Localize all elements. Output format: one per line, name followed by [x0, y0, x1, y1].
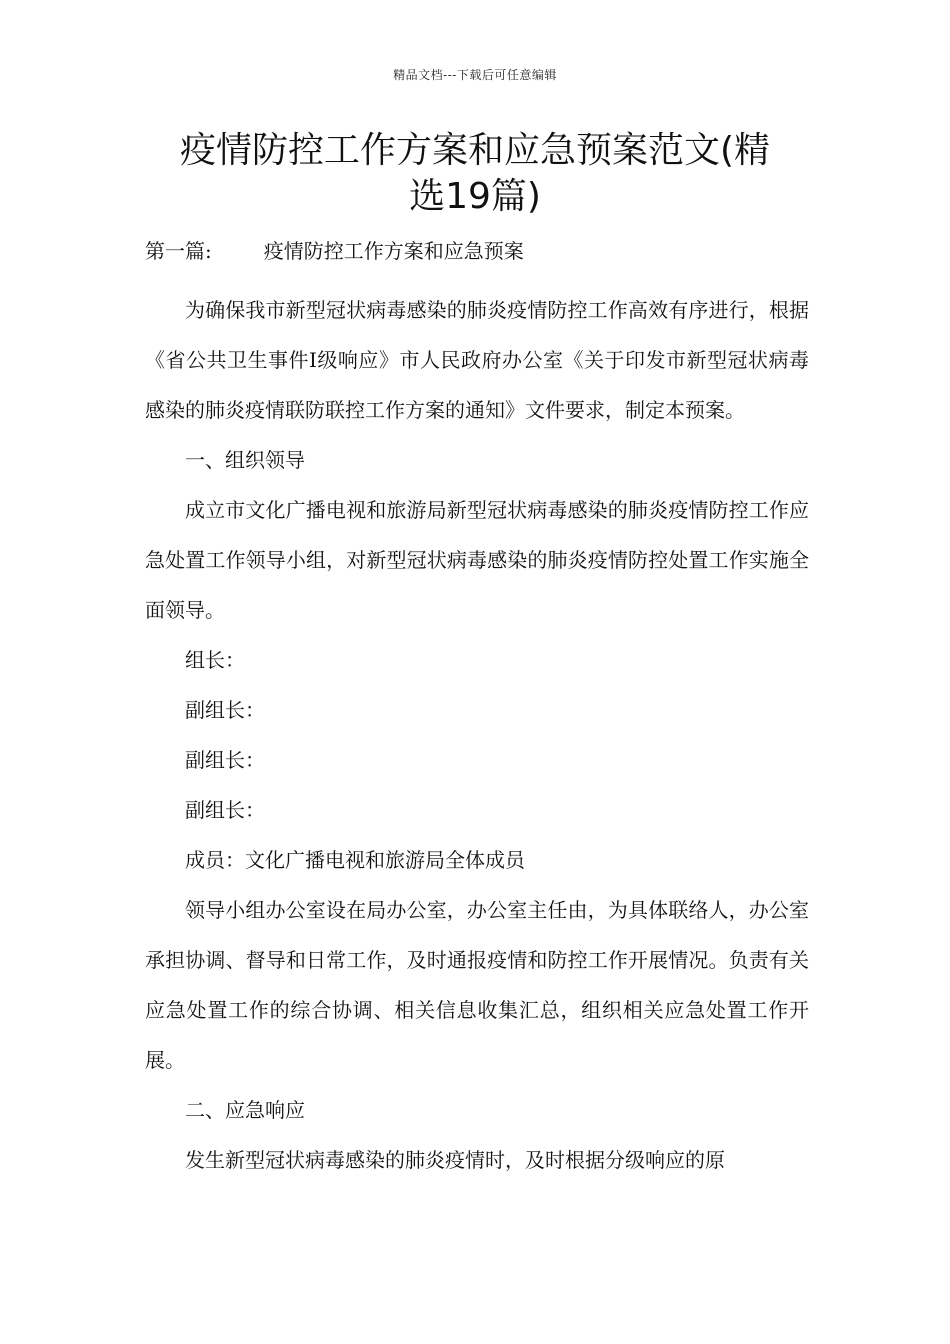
paragraph-intro: 为确保我市新型冠状病毒感染的肺炎疫情防控工作高效有序进行，根据《省公共卫生事件Ⅰ级响应》市人民政府办公室《关于印发市新型冠状病毒感染的肺炎疫情联防联控工作方案的通知》文件要求，制定本预案。 — [145, 298, 809, 422]
paragraph-office: 领导小组办公室设在局办公室，办公室主任由，为具体联络人，办公室承担协调、督导和日常工作，及时通报疫情和防控工作开展情况。负责有关应急处置工作的综合协调、相关信息收集汇总，组织相关应急处置工作开展。 — [145, 898, 809, 1072]
section-heading — [145, 236, 524, 266]
title-line-2: 选19篇) — [409, 176, 541, 217]
document-title — [145, 128, 805, 220]
section-label: 第一篇: — [145, 239, 212, 263]
paragraph-organization: 成立市文化广播电视和旅游局新型冠状病毒感染的肺炎疫情防控工作应急处置工作领导小组，对新型冠状病毒感染的肺炎疫情防控处置工作实施全面领导。 — [145, 498, 809, 622]
subheading-response: 二、应急响应 — [185, 1098, 305, 1122]
paragraph-response: 发生新型冠状病毒感染的肺炎疫情时，及时根据分级响应的原 — [185, 1148, 725, 1172]
list-item-deputy-2: 副组长： — [185, 748, 265, 772]
subheading-organization: 一、组织领导 — [185, 448, 305, 472]
body-text — [145, 285, 809, 1185]
list-item-deputy-3: 副组长： — [185, 798, 265, 822]
list-item-members: 成员：文化广播电视和旅游局全体成员 — [185, 848, 525, 872]
title-line-1: 疫情防控工作方案和应急预案范文(精 — [179, 130, 771, 171]
list-item-deputy-1: 副组长： — [185, 698, 265, 722]
section-title: 疫情防控工作方案和应急预案 — [263, 239, 524, 263]
list-item-leader: 组长： — [185, 648, 245, 672]
header-note: 精品文档---下载后可任意编辑 — [393, 68, 557, 82]
